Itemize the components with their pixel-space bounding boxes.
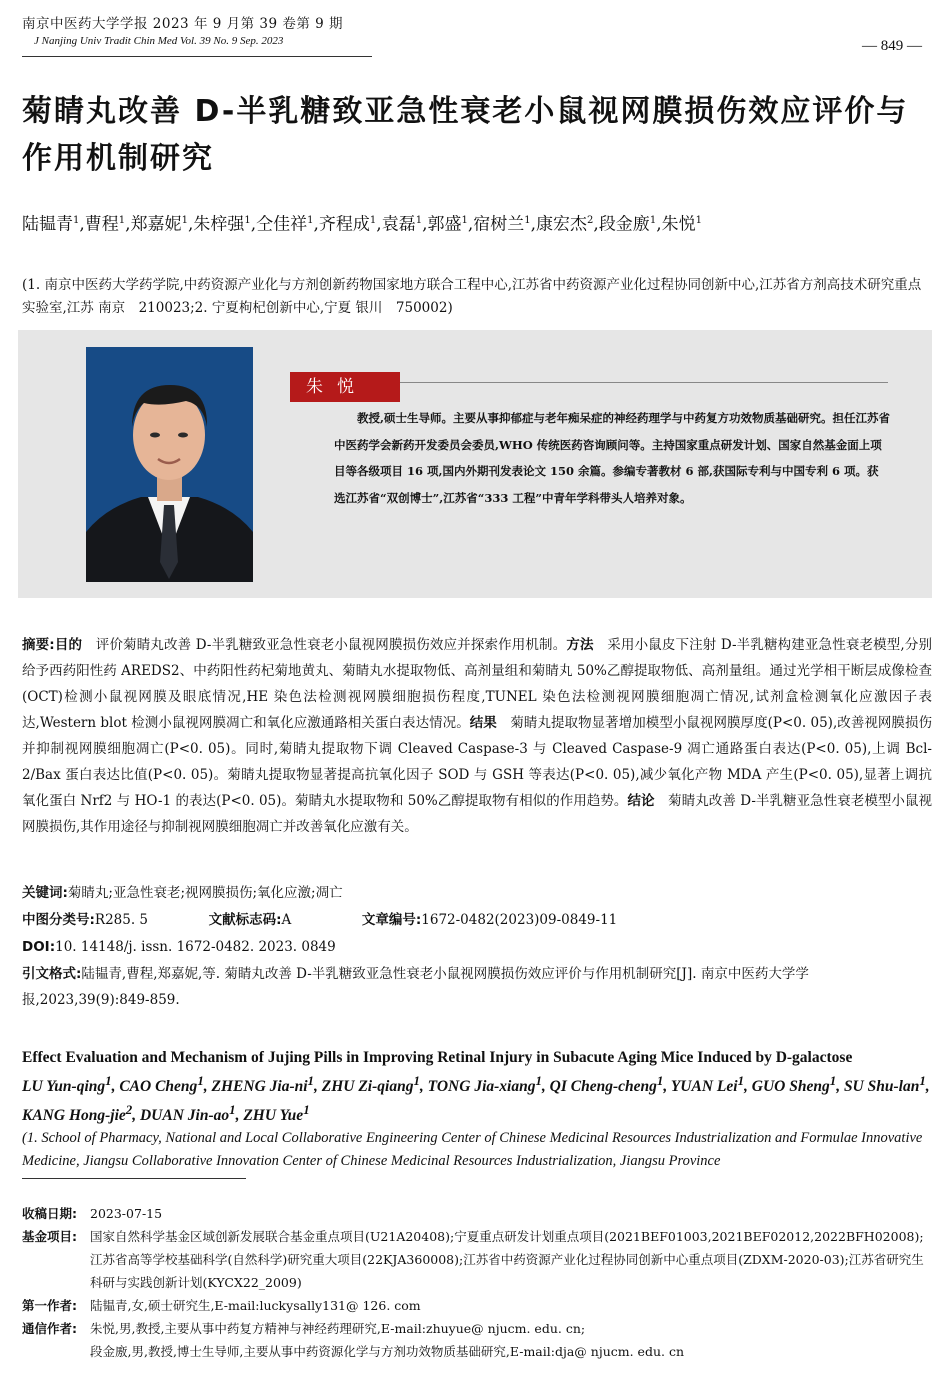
abstract-label: 摘要: [22, 637, 55, 653]
author-name: KANG Hong-jie [22, 1107, 126, 1125]
conclusion-label: 结论 [627, 793, 655, 809]
footnote-text: 陆韫青,女,硕士研究生,E-mail:luckysally131@ 126. com [90, 1298, 421, 1313]
classification-label: 中图分类号: [22, 912, 95, 928]
article-no-text: 1672-0482(2023)09-0849-11 [421, 912, 618, 928]
author-name: GUO Sheng [751, 1078, 830, 1096]
footnote-text: 段金廒,男,教授,博士生导师,主要从事中药资源化学与方剂功效物质基础研究,E-mail:dja@ njucm. edu. cn [90, 1344, 684, 1359]
author-affiliation-mark: 1 [118, 215, 126, 226]
author-affiliation-mark: 1 [73, 215, 80, 226]
page-number: — 849 — [862, 38, 922, 54]
author-affiliation-mark: 1 [105, 1073, 112, 1088]
article-no-label: 文章编号: [361, 912, 422, 928]
citation-text: 陆韫青,曹程,郑嘉妮,等. 菊睛丸改善 D-半乳糖致亚急性衰老小鼠视网膜损伤效应评价与作用机制研究[J]. 南京中医药大学学报,2023,39(9):849-859. [22, 966, 809, 1008]
conclusion-text: 菊睛丸改善 D-半乳糖亚急性衰老模型小鼠视网膜损伤,其作用途径与抑制视网膜细胞凋亡并改善氧化应激有关。 [22, 793, 933, 835]
author-affiliation-mark: 1 [535, 1073, 542, 1088]
footnote-text: 朱悦,男,教授,主要从事中药复方精神与神经药理研究,E-mail:zhuyue@ njucm. edu. cn; [90, 1321, 586, 1336]
footnote-label [22, 1340, 90, 1363]
author-affiliation-mark: 1 [829, 1073, 837, 1088]
paper-title: 菊睛丸改善 D-半乳糖致亚急性衰老小鼠视网膜损伤效应评价与作用机制研究 [22, 94, 909, 176]
author-affiliation-mark: 1 [461, 215, 468, 226]
author-name: ZHU Yue [243, 1107, 304, 1125]
author-name: DUAN Jin-ao [139, 1107, 230, 1125]
author-name: ZHENG Jia-ni [211, 1078, 308, 1096]
footnote-row [22, 1317, 932, 1340]
author-affiliation-mark: 1 [307, 215, 314, 226]
profile-bio: 教授,硕士生导师。主要从事抑郁症与老年痴呆症的神经药理学与中药复方功效物质基础研究。担任江苏省中医药学会新药开发委员会委员,WHO 传统医药咨询顾问等。主持国家重点研发计划、国家自然基金面上项目等各级项目 16 项,国内外期刊发表论文 150 余篇。参编专著教材 6 部,获国际专利与中国专利 6 项。获选江苏省“双创博士”,江苏省“333 工程”中青年学科带头人培养对象。 [334, 411, 890, 505]
author-affiliation-mark: 1 [737, 1073, 745, 1088]
author-name: 曹程 [84, 214, 119, 235]
author-list: 陆韫青$^1$,曹程$^1$,郑嘉妮$^1$,朱梓强$^1$,仝佳祥$^1$,齐程成$^1$,袁磊$^1$,郭盛$^1$,宿树兰$^1$,康宏杰$^2$,段金廒$^1$,朱悦$^1$ [22, 214, 702, 235]
doi-text: 10. 14148/j. issn. 1672-0482. 2023. 0849 [55, 939, 336, 955]
footnote-label: 通信作者: [22, 1321, 77, 1336]
profile-name: 朱悦 [290, 372, 400, 402]
english-abstract-header [22, 1046, 932, 1173]
aim-text: 评价菊睛丸改善 D-半乳糖致亚急性衰老小鼠视网膜损伤效应并探索作用机制。 [82, 637, 567, 653]
keywords-label: 关键词: [22, 885, 68, 901]
author-name: YUAN Lei [670, 1078, 738, 1096]
header-rule [22, 56, 372, 57]
journal-name-cn: 南京中医药大学学报 2023 年 9 月第 39 卷第 9 期 [22, 16, 344, 32]
footnote-text: 2023-07-15 [90, 1206, 163, 1221]
author-affiliation-mark: 1 [307, 1073, 314, 1088]
footnote-row [22, 1202, 932, 1225]
author-name: 康宏杰 [536, 214, 588, 235]
author-affiliation-mark: 1 [919, 1073, 926, 1088]
author-affiliation-mark: 1 [415, 215, 423, 226]
author-affiliation-mark: 1 [413, 1073, 420, 1088]
journal-name-en: J Nanjing Univ Tradit Chin Med Vol. 39 No. 9 Sep. 2023 [34, 35, 284, 47]
author-name: 朱梓强 [193, 214, 245, 235]
method-label: 方法 [566, 637, 594, 653]
author-name: 宿树兰 [473, 214, 525, 235]
portrait-image [86, 347, 253, 582]
author-affiliation-mark: 2 [587, 215, 594, 226]
footnote-label: 基金项目: [22, 1229, 77, 1244]
footnote-row [22, 1340, 932, 1363]
classification-row [22, 907, 932, 933]
doi-label: DOI: [22, 939, 56, 955]
author-affiliation-mark: 2 [125, 1102, 133, 1118]
footnote-label: 收稿日期: [22, 1206, 77, 1221]
keywords [22, 880, 932, 906]
footnote-row [22, 1294, 932, 1317]
footnotes [22, 1202, 932, 1363]
author-name: 郑嘉妮 [130, 214, 182, 235]
author-affiliation-mark: 1 [649, 215, 657, 226]
author-affiliation-mark: 1 [656, 1073, 664, 1088]
footnote-rule [22, 1178, 246, 1179]
citation-label: 引文格式: [22, 966, 82, 982]
doi-row [22, 934, 932, 960]
classification-text: R285. 5 [94, 912, 149, 928]
author-name: TONG Jia-xiang [427, 1078, 536, 1096]
author-affiliation-mark: 1 [229, 1102, 236, 1118]
english-author-list: LU Yun-qing$^1$, CAO Cheng$^1$, ZHENG Jia-$ni^1$, ZHU Zi-qiang$^1$, TONG Jia-xiang$^1$, QI Cheng-cheng$^1$, YUAN Lei$^1$, GUO Sheng$^1$, SU Shu-lan$^1$, KANG Hong-jie$^2$, DUAN Jin-$ao^1$, ZHU Yue$^1$ [22, 1073, 930, 1125]
author-name: 齐程成 [318, 214, 370, 235]
author-name: ZHU Zi-qiang [321, 1078, 414, 1096]
author-affiliation-mark: 1 [181, 215, 188, 226]
author-affiliation-mark: 1 [695, 215, 702, 226]
author-photo [86, 347, 253, 582]
author-name: 仝佳祥 [256, 214, 308, 235]
footnote-label: 第一作者: [22, 1298, 77, 1313]
author-name: SU Shu-lan [843, 1078, 920, 1096]
result-label: 结果 [469, 715, 497, 731]
footnote-row [22, 1225, 932, 1294]
keywords-text: 菊睛丸;亚急性衰老;视网膜损伤;氧化应激;凋亡 [67, 885, 343, 901]
author-name: CAO Cheng [119, 1078, 198, 1096]
author-affiliation-mark: 1 [244, 215, 251, 226]
author-name: 郭盛 [427, 214, 462, 235]
running-header [22, 12, 343, 47]
english-affiliation: (1. School of Pharmacy, National and Local Collaborative Engineering Center of Chinese Medicinal Resources Industrialization and Formulae Innovative Medicine, Jiangsu Collaborative Innovation Center of Chinese Medicinal Resources Industrialization, Jiangsu Province [22, 1130, 923, 1170]
author-name: LU Yun-qing [22, 1078, 106, 1096]
author-affiliation-mark: 1 [303, 1102, 310, 1118]
doc-code-label: 文献标志码: [208, 912, 282, 928]
author-name: QI Cheng-cheng [549, 1078, 657, 1096]
author-affiliation-mark: 1 [524, 215, 531, 226]
aim-label: 目的 [54, 637, 83, 653]
abstract [22, 632, 932, 840]
author-affiliation-mark: 1 [197, 1073, 204, 1088]
profile-rule [400, 382, 888, 383]
result-text: 菊睛丸提取物显著增加模型小鼠视网膜厚度(P<0. 05),改善视网膜损伤并抑制视网膜细胞凋亡(P<0. 05)。同时,菊睛丸提取物下调 Cleaved Caspase-3 与 Cleaved Caspase-9 凋亡通路蛋白表达(P<0. 05),上调 Bcl-2/Bax 蛋白表达比值(P<0. 05)。菊睛丸提取物显著提高抗氧化因子 SOD 与 GSH 等表达(P<0. 05),减少氧化产物 MDA 产生(P<0. 05),显著上调抗氧化蛋白 Nrf2 与 HO-1 的表达(P<0. 05)。菊睛丸水提取物和 50%乙醇提取物有相似的作用趋势。 [22, 715, 933, 809]
english-title: Effect Evaluation and Mechanism of Jujing Pills in Improving Retinal Injury in Subacute Aging Mice Induced by D-galactose [22, 1049, 853, 1066]
citation-row [22, 961, 932, 1013]
author-name: 袁磊 [381, 214, 416, 235]
footnote-text: 国家自然科学基金区域创新发展联合基金重点项目(U21A20408);宁夏重点研发计划重点项目(2021BEF01003,2021BEF02012,2022BFH02008);江苏省高等学校基础科学(自然科学)研究重大项目(22KJA360008);江苏省中药资源产业化过程协同创新中心重点项目(ZDXM-2020-03);江苏省研究生科研与实践创新计划(KYCX22_2009) [90, 1229, 924, 1290]
author-name: 陆韫青 [22, 214, 73, 235]
method-text: 采用小鼠皮下注射 D-半乳糖构建亚急性衰老模型,分别给予西药阳性药 AREDS2、中药阳性药杞菊地黄丸、菊睛丸水提取物低、高剂量组和菊睛丸 50%乙醇提取物低、高剂量组。通过光学相干断层成像检查(OCT)检测小鼠视网膜及眼底情况,HE 染色法检测视网膜细胞损伤程度,TUNEL 染色法检测视网膜细胞凋亡情况,试剂盒检测氧化应激因子表达,Western blot 检测小鼠视网膜凋亡和氧化应激通路相关蛋白表达情况。 [22, 637, 933, 731]
author-affiliation-mark: 1 [369, 215, 377, 226]
author-name: 朱悦 [661, 214, 696, 235]
doc-code-text: A [281, 912, 292, 928]
author-profile-box [18, 330, 932, 598]
affiliation: (1. 南京中医药大学药学院,中药资源产业化与方剂创新药物国家地方联合工程中心,江苏省中药资源产业化过程协同创新中心,江苏省方剂高技术研究重点实验室,江苏 南京 210023;2. 宁夏枸杞创新中心,宁夏 银川 750002) [22, 277, 922, 316]
author-name: 段金廒 [598, 214, 650, 235]
